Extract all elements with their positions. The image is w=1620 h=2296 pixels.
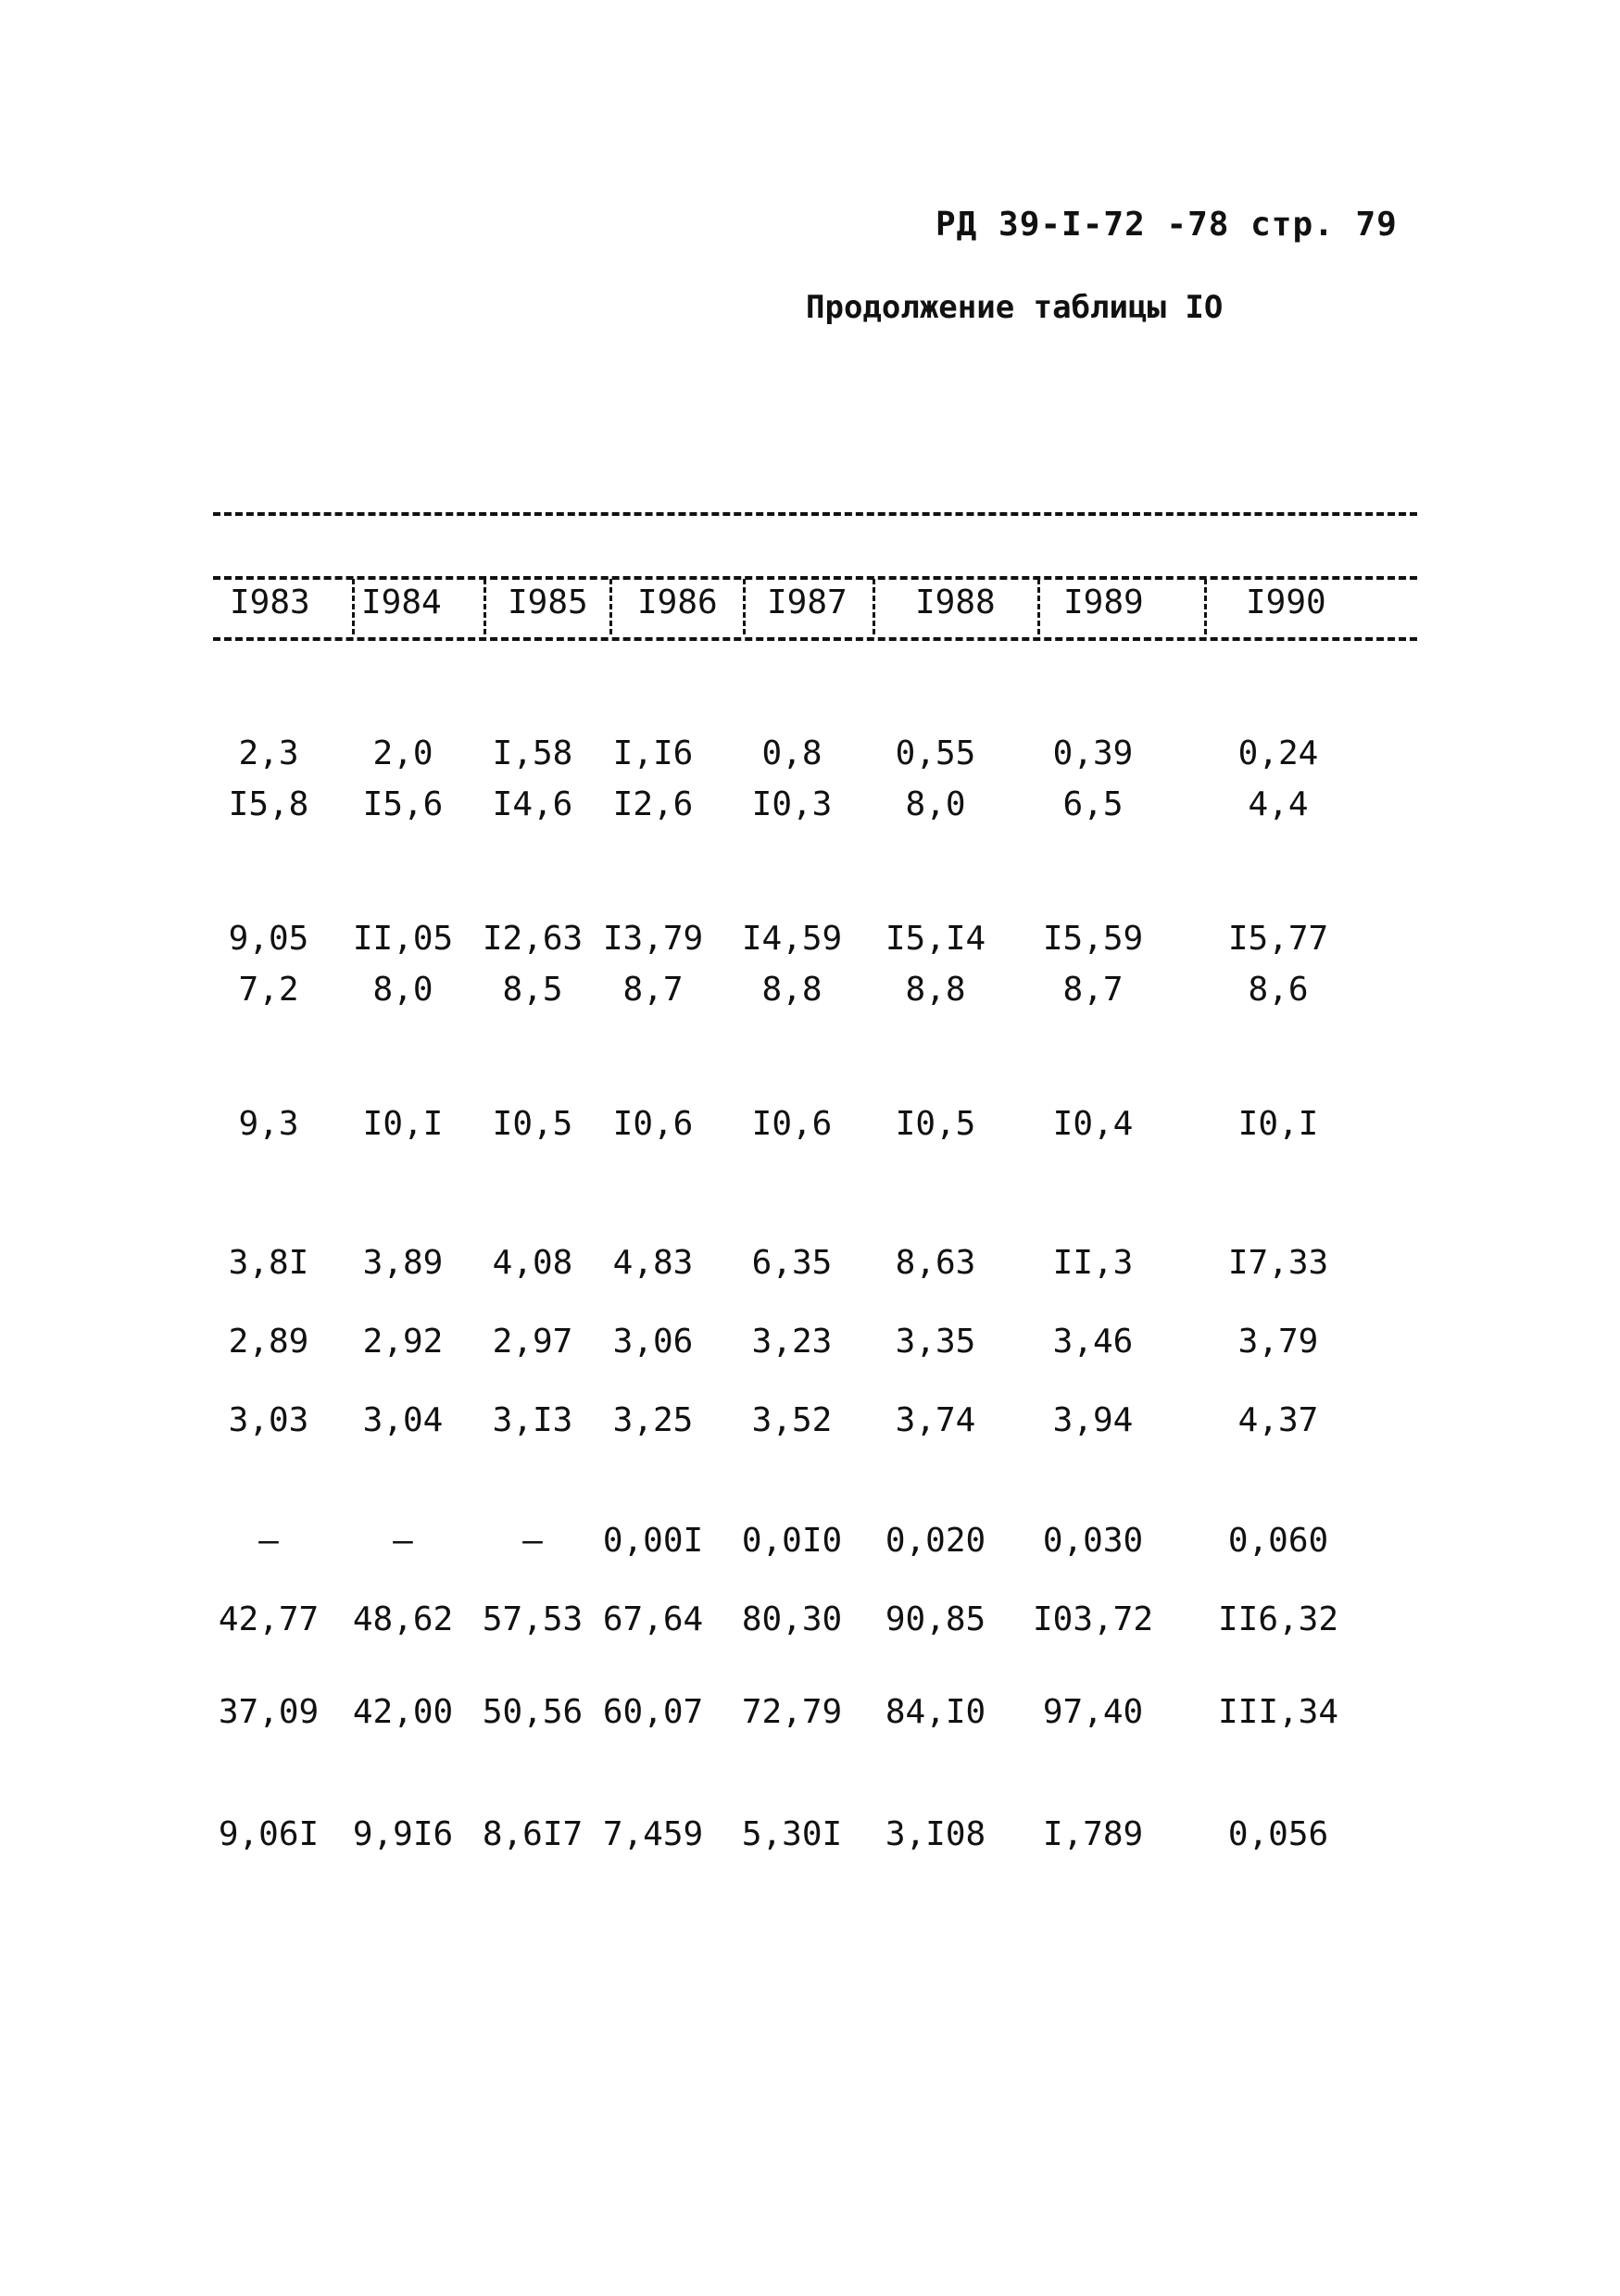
table-cell: I03,72 bbox=[1032, 1600, 1154, 1638]
document-reference: РД 39-I-72 -78 стр. 79 bbox=[936, 206, 1398, 244]
table-cell: 4,08 bbox=[492, 1244, 573, 1282]
table-cell: I3,79 bbox=[602, 920, 704, 958]
table-cell: 0,39 bbox=[1052, 734, 1134, 772]
table-cell: 8,7 bbox=[622, 971, 684, 1009]
table-cell: II,3 bbox=[1052, 1244, 1134, 1282]
header-bottom-dashed-rule bbox=[213, 637, 1417, 641]
table-cell: 0,060 bbox=[1227, 1522, 1329, 1560]
table-cell: 0,8 bbox=[761, 734, 823, 772]
table-cell: 5,30I bbox=[741, 1815, 843, 1853]
table-cell: 8,8 bbox=[761, 971, 823, 1009]
year-header-cell: I985 bbox=[508, 583, 588, 621]
table-cell: 0,55 bbox=[895, 734, 976, 772]
table-cell: 0,0I0 bbox=[741, 1522, 843, 1560]
table-cell: I0,6 bbox=[751, 1105, 833, 1143]
table-cell: 2,92 bbox=[362, 1323, 444, 1361]
table-cell: 8,0 bbox=[905, 785, 966, 823]
table-cell: 0,056 bbox=[1227, 1815, 1329, 1853]
table-cell: 3,06 bbox=[612, 1323, 694, 1361]
table-cell: 7,459 bbox=[602, 1815, 704, 1853]
table-cell: 42,77 bbox=[218, 1600, 320, 1638]
table-cell: 8,6 bbox=[1248, 971, 1309, 1009]
table-cell: 67,64 bbox=[602, 1600, 704, 1638]
table-cell: I4,59 bbox=[741, 920, 843, 958]
table-cell: 3,8I bbox=[228, 1244, 309, 1282]
year-header-cell: I983 bbox=[230, 583, 310, 621]
table-cell: 9,3 bbox=[238, 1105, 299, 1143]
column-separator bbox=[609, 579, 612, 634]
table-cell: I,I6 bbox=[612, 734, 694, 772]
table-cell: – bbox=[258, 1522, 279, 1560]
table-cell: 2,0 bbox=[372, 734, 433, 772]
table-cell: 37,09 bbox=[218, 1693, 320, 1731]
table-cell: 0,24 bbox=[1237, 734, 1319, 772]
table-cell: II,05 bbox=[352, 920, 454, 958]
year-header-cell: I988 bbox=[915, 583, 996, 621]
table-cell: 60,07 bbox=[602, 1693, 704, 1731]
table-cell: 3,25 bbox=[612, 1401, 694, 1439]
table-cell: 80,30 bbox=[741, 1600, 843, 1638]
table-cell: 4,37 bbox=[1237, 1401, 1319, 1439]
table-cell: 3,I08 bbox=[885, 1815, 986, 1853]
table-cell: I5,I4 bbox=[885, 920, 986, 958]
table-cell: I5,59 bbox=[1042, 920, 1144, 958]
table-cell: I5,6 bbox=[362, 785, 444, 823]
table-cell: 84,I0 bbox=[885, 1693, 986, 1731]
column-separator bbox=[1204, 579, 1207, 634]
table-cell: I5,77 bbox=[1227, 920, 1329, 958]
table-cell: 8,7 bbox=[1062, 971, 1124, 1009]
table-continuation-title: Продолжение таблицы IO bbox=[806, 289, 1224, 326]
table-cell: 8,8 bbox=[905, 971, 966, 1009]
header-top-dashed-rule bbox=[213, 576, 1417, 580]
table-cell: I0,4 bbox=[1052, 1105, 1134, 1143]
table-cell: 90,85 bbox=[885, 1600, 986, 1638]
table-cell: 8,0 bbox=[372, 971, 433, 1009]
table-cell: III,34 bbox=[1217, 1693, 1339, 1731]
table-cell: 3,52 bbox=[751, 1401, 833, 1439]
column-separator bbox=[743, 579, 746, 634]
table-cell: I7,33 bbox=[1227, 1244, 1329, 1282]
table-cell: 72,79 bbox=[741, 1693, 843, 1731]
table-cell: 50,56 bbox=[482, 1693, 584, 1731]
table-cell: II6,32 bbox=[1217, 1600, 1339, 1638]
table-cell: 3,23 bbox=[751, 1323, 833, 1361]
table-cell: 6,5 bbox=[1062, 785, 1124, 823]
top-dashed-rule bbox=[213, 512, 1417, 516]
table-cell: 3,I3 bbox=[492, 1401, 573, 1439]
table-cell: 9,06I bbox=[218, 1815, 320, 1853]
table-cell: I2,63 bbox=[482, 920, 584, 958]
table-cell: 42,00 bbox=[352, 1693, 454, 1731]
year-header-cell: I986 bbox=[637, 583, 718, 621]
table-cell: 3,74 bbox=[895, 1401, 976, 1439]
table-cell: I2,6 bbox=[612, 785, 694, 823]
table-cell: I0,3 bbox=[751, 785, 833, 823]
table-cell: 3,35 bbox=[895, 1323, 976, 1361]
table-cell: 48,62 bbox=[352, 1600, 454, 1638]
table-cell: 4,4 bbox=[1248, 785, 1309, 823]
year-header-cell: I989 bbox=[1063, 583, 1144, 621]
column-separator bbox=[1037, 579, 1040, 634]
table-cell: 7,2 bbox=[238, 971, 299, 1009]
table-cell: I0,I bbox=[362, 1105, 444, 1143]
table-cell: 3,04 bbox=[362, 1401, 444, 1439]
year-header-cell: I987 bbox=[767, 583, 848, 621]
table-cell: 2,89 bbox=[228, 1323, 309, 1361]
table-cell: 9,05 bbox=[228, 920, 309, 958]
table-cell: 0,020 bbox=[885, 1522, 986, 1560]
table-cell: 3,03 bbox=[228, 1401, 309, 1439]
table-cell: 2,97 bbox=[492, 1323, 573, 1361]
table-cell: 2,3 bbox=[238, 734, 299, 772]
column-separator bbox=[483, 579, 486, 634]
table-cell: 3,46 bbox=[1052, 1323, 1134, 1361]
table-cell: 3,89 bbox=[362, 1244, 444, 1282]
table-cell: 97,40 bbox=[1042, 1693, 1144, 1731]
table-cell: 8,6I7 bbox=[482, 1815, 584, 1853]
table-cell: 8,5 bbox=[502, 971, 563, 1009]
table-cell: 3,79 bbox=[1237, 1323, 1319, 1361]
table-cell: 8,63 bbox=[895, 1244, 976, 1282]
table-cell: 4,83 bbox=[612, 1244, 694, 1282]
table-cell: 3,94 bbox=[1052, 1401, 1134, 1439]
table-cell: I0,I bbox=[1237, 1105, 1319, 1143]
table-cell: I,58 bbox=[492, 734, 573, 772]
table-cell: 6,35 bbox=[751, 1244, 833, 1282]
table-cell: I,789 bbox=[1042, 1815, 1144, 1853]
table-cell: – bbox=[393, 1522, 413, 1560]
table-cell: 0,00I bbox=[602, 1522, 704, 1560]
table-cell: 57,53 bbox=[482, 1600, 584, 1638]
table-cell: I5,8 bbox=[228, 785, 309, 823]
year-header-cell: I990 bbox=[1246, 583, 1326, 621]
table-cell: I0,6 bbox=[612, 1105, 694, 1143]
table-cell: I0,5 bbox=[895, 1105, 976, 1143]
year-header-cell: I984 bbox=[361, 583, 442, 621]
column-separator bbox=[873, 579, 875, 634]
table-cell: – bbox=[522, 1522, 543, 1560]
table-cell: 9,9I6 bbox=[352, 1815, 454, 1853]
table-cell: 0,030 bbox=[1042, 1522, 1144, 1560]
table-cell: I4,6 bbox=[492, 785, 573, 823]
table-cell: I0,5 bbox=[492, 1105, 573, 1143]
column-separator bbox=[352, 579, 355, 634]
